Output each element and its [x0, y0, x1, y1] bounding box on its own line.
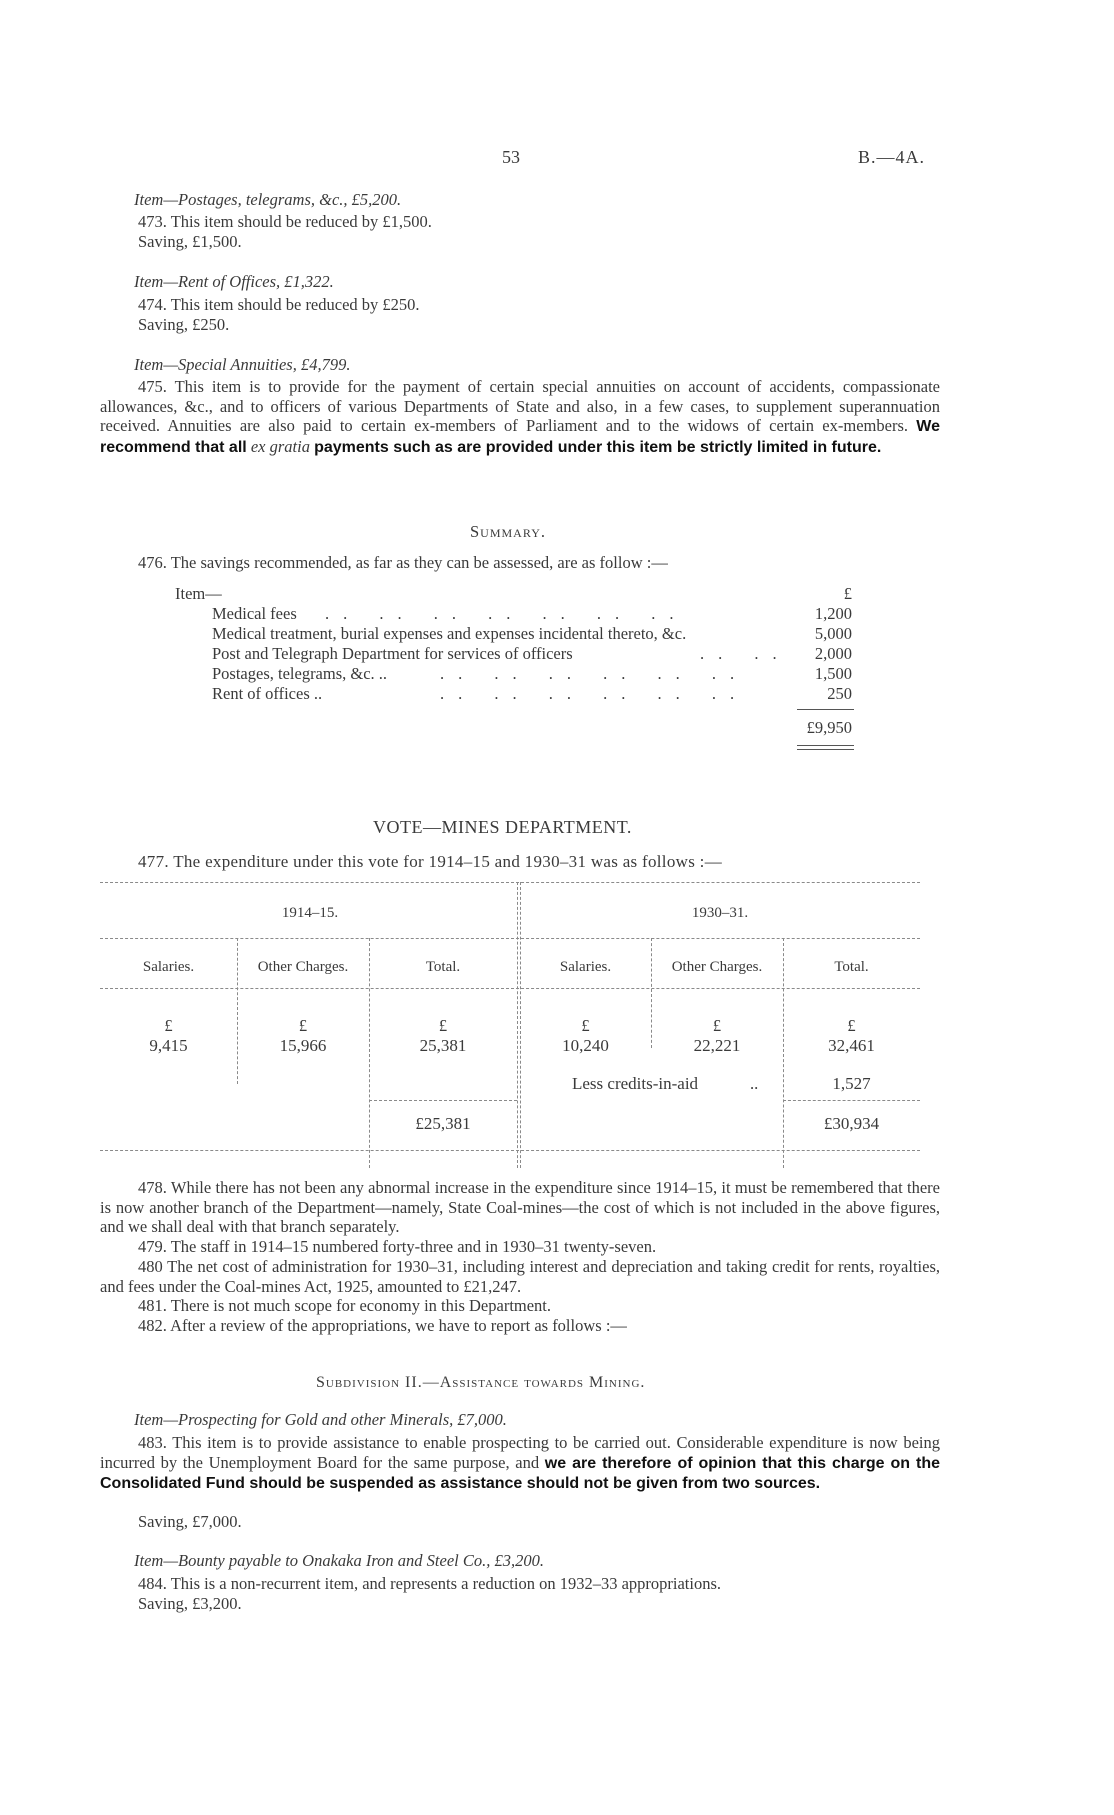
summary-total-rule — [797, 749, 854, 750]
paragraph-483-text: 483. This item is to provide assistance to enable prospecting to be carried out. Considerable expenditure is now being incurred by the Unemployment Board for the same purpose, and — [100, 1433, 940, 1472]
summary-subtotal-rule — [797, 709, 854, 710]
value-total-1930: 32,461 — [828, 1036, 875, 1055]
value-salaries-1914: 9,415 — [149, 1036, 188, 1055]
paragraph-475-text: 475. This item is to provide for the payment of certain special annuities on account of accidents, compassionate allowances, &c., and to officers of various Departments of State and also, in a few cases, to supplement superannuation received. Annuities are also paid to certain ex-members of Parliament and to the widows of certain ex-members. — [100, 377, 940, 436]
mines-vote-title: VOTE—MINES DEPARTMENT. — [373, 817, 632, 837]
less-credits-leader: .. — [750, 1074, 759, 1093]
column-header: Other Charges. — [671, 959, 763, 975]
summary-total-rule — [797, 745, 854, 746]
currency-symbol: £ — [438, 1016, 448, 1035]
column-header: Other Charges. — [257, 959, 349, 975]
mines-intro: 477. The expenditure under this vote for 1914–15 and 1930–31 was as follows :— — [138, 852, 722, 871]
column-header: Salaries. — [559, 959, 612, 975]
column-header: Total. — [425, 959, 461, 975]
table-column-header-rule — [100, 988, 920, 989]
summary-row-leader: .. .. .. .. .. .. .. — [325, 604, 688, 623]
item-heading-prospecting: Item—Prospecting for Gold and other Minerals, £7,000. — [134, 1410, 507, 1429]
paragraph-481: 481. There is not much scope for economy in this Department. — [138, 1296, 552, 1315]
paragraph-483 — [100, 1433, 940, 1494]
table-total-rule — [369, 1100, 517, 1101]
summary-row-amount: 250 — [827, 684, 852, 703]
paragraph-484: 484. This is a non-recurrent item, and represents a reduction on 1932–33 appropriations. — [138, 1574, 722, 1593]
paragraph-475 — [100, 377, 940, 457]
summary-row-amount: 5,000 — [814, 624, 852, 643]
item-heading-bounty: Item—Bounty payable to Onakaka Iron and Steel Co., £3,200. — [134, 1551, 544, 1570]
currency-symbol: £ — [298, 1016, 308, 1035]
less-credits-value: 1,527 — [832, 1074, 871, 1093]
currency-symbol: £ — [847, 1016, 856, 1035]
document-reference: B.—4A. — [858, 147, 926, 167]
summary-intro: 476. The savings recommended, as far as they can be assessed, are as follow :— — [138, 553, 668, 572]
summary-row-amount: 1,500 — [814, 664, 852, 683]
summary-row-leader: .. .. .. .. .. .. — [440, 664, 749, 683]
summary-row-label: Post and Telegraph Department for services of officers — [212, 644, 573, 663]
table-total-rule — [783, 1100, 920, 1101]
item-heading-postages: Item—Postages, telegrams, &c., £5,200. — [134, 190, 402, 209]
recommendation-bold-2: payments such as are provided under this item be strictly limited in future. — [314, 438, 882, 456]
less-credits-label: Less credits-in-aid — [572, 1074, 699, 1093]
summary-currency-symbol: £ — [843, 584, 852, 603]
summary-row-label: Medical treatment, burial expenses and expenses incidental thereto, &c. — [212, 624, 687, 643]
paragraph-479: 479. The staff in 1914–15 numbered forty-three and in 1930–31 twenty-seven. — [138, 1237, 657, 1256]
currency-symbol: £ — [581, 1016, 590, 1035]
table-bottom-rule — [100, 1150, 920, 1151]
opinion-bold: we are therefore of opinion that this charge on the Consolidated Fund should be suspended as assistance should not be given from two sources. — [100, 1454, 941, 1493]
value-other-charges-1914: 15,966 — [279, 1036, 327, 1055]
table-divider — [517, 882, 518, 1168]
saving-prospecting: Saving, £7,000. — [138, 1512, 242, 1531]
summary-row-amount: 2,000 — [814, 644, 852, 663]
total-1930: £30,934 — [823, 1114, 880, 1133]
recommendation-italic: ex gratia — [250, 436, 310, 456]
summary-total: £9,950 — [806, 718, 852, 737]
value-total-1914: 25,381 — [419, 1036, 467, 1055]
paragraph-473: 473. This item should be reduced by £1,500. — [138, 212, 432, 231]
page-number: 53 — [502, 147, 520, 167]
table-header-rule — [100, 938, 920, 939]
paragraph-482: 482. After a review of the appropriations, we have to report as follows :— — [138, 1316, 627, 1335]
summary-row-amount: 1,200 — [814, 604, 852, 623]
table-period-1914: 1914–15. — [281, 905, 339, 921]
summary-row-label: Postages, telegrams, &c. .. — [212, 664, 388, 683]
summary-row-label: Rent of offices .. — [212, 684, 323, 703]
saving-postages: Saving, £1,500. — [138, 232, 242, 251]
column-header: Total. — [834, 959, 869, 975]
paragraph-478: 478. While there has not been any abnormal increase in the expenditure since 1914–15, it must be remembered that there is now another branch of the Department—namely, State Coal-mines—the cost of which is not included in the above figures, and we shall deal with that branch separately. — [100, 1178, 940, 1237]
column-header: Salaries. — [142, 959, 195, 975]
saving-bounty: Saving, £3,200. — [138, 1594, 242, 1613]
summary-row-leader: .. .. .. .. .. .. — [440, 684, 749, 703]
recommendation-bold-1: We recommend that all — [100, 418, 941, 456]
currency-symbol: £ — [712, 1016, 722, 1035]
summary-title: Summary. — [470, 522, 546, 541]
value-other-charges-1930: 22,221 — [693, 1036, 741, 1055]
item-heading-annuities: Item—Special Annuities, £4,799. — [134, 355, 351, 374]
summary-row-label: Medical fees — [212, 604, 297, 623]
paragraph-474: 474. This item should be reduced by £250. — [138, 295, 420, 314]
paragraph-480: 480 The net cost of administration for 1930–31, including interest and depreciation and taking credit for rents, royalties, and fees under the Coal-mines Act, 1925, amounted to £21,247. — [100, 1257, 940, 1296]
saving-rent: Saving, £250. — [138, 315, 230, 334]
currency-symbol: £ — [164, 1016, 173, 1035]
summary-row-leader: .. .. — [700, 644, 791, 663]
summary-item-label: Item— — [175, 584, 222, 603]
table-period-1930: 1930–31. — [691, 905, 749, 921]
item-heading-rent: Item—Rent of Offices, £1,322. — [134, 272, 334, 291]
subdivision-title: Subdivision II.—Assistance towards Mining. — [316, 1374, 646, 1391]
table-top-rule — [100, 882, 920, 883]
total-1914: £25,381 — [415, 1114, 471, 1133]
value-salaries-1930: 10,240 — [562, 1036, 609, 1055]
